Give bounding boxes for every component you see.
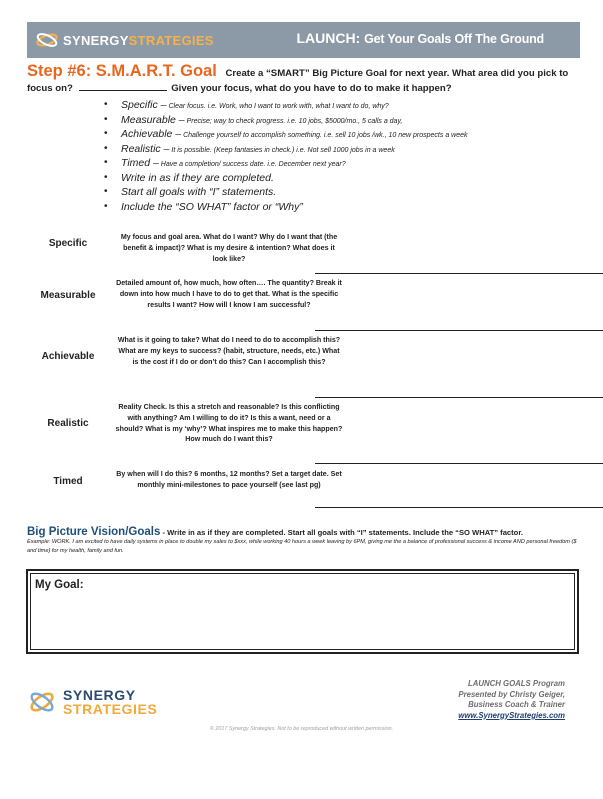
smart-note: It is possible. (Keep fantasies in check.) i.e. Not sell 1000 jobs in a week: [169, 146, 395, 154]
title-launch: LAUNCH:: [296, 30, 361, 46]
program-credits: [458, 679, 565, 721]
row-description: Reality Check. Is this a stretch and reasonable? Is this conflicting with anything? Am I willing to do it? Is this a want, need or a should? What is my ‘why’? What inspires me to make this happen? How much do I want this?: [115, 403, 343, 444]
header-bar: [27, 22, 580, 58]
row-label: Achievable: [41, 351, 95, 362]
row-label: Specific: [48, 238, 88, 249]
row-label: Timed: [53, 476, 83, 487]
credit-line: LAUNCH GOALS Program: [467, 679, 565, 688]
logo-word-strategies: STRATEGIES: [128, 32, 214, 48]
list-item: [104, 127, 574, 142]
my-goal-box[interactable]: [26, 569, 579, 654]
title-subtitle: Get Your Goals Off The Ground: [364, 32, 544, 46]
smart-term: Write in as if they are completed.: [121, 171, 274, 184]
copyright-notice: © 2017 Synergy Strategies. Not to be reproduced without written permission.: [209, 726, 394, 732]
row-label: Realistic: [47, 418, 89, 429]
step-heading: Step #6: S.M.A.R.T. Goal: [27, 62, 217, 80]
step-intro: [27, 64, 587, 96]
realistic-answer-line[interactable]: [315, 463, 603, 464]
achievable-answer-line[interactable]: [315, 397, 603, 398]
row-description: By when will I do this? 6 months, 12 months? Set a target date. Set monthly mini-milestones to pace yourself (see last pg): [116, 470, 342, 489]
smart-note: Precise; way to check progress. i.e. 10 jobs, $5000/mo., 5 calls a day,: [184, 117, 403, 125]
header-logo-text: [63, 33, 214, 48]
website-link[interactable]: www.SynergyStrategies.com: [458, 710, 565, 720]
big-picture-example: Example: WORK. I am excited to have daily systems in place to double my sales to $xxx, while working 40 hours a week leaving by 6PM, giving me the a balance of professional success & income AND personal freedom ($ and time) for my health, family and fun.: [27, 539, 577, 554]
synergy-swirl-icon: [27, 687, 57, 717]
smart-note: Challenge yourself to accomplish something. i.e. sell 10 jobs /wk., 10 new prospects a week: [181, 132, 468, 139]
row-description: Detailed amount of, how much, how often…. The quantity? Break it down into how much I have to do to get that. What is the specific results I want? How will I know I am successful?: [116, 279, 342, 309]
big-picture-section: [27, 526, 582, 556]
credit-line: Business Coach & Trainer: [468, 700, 565, 710]
synergy-swirl-icon: [35, 30, 59, 50]
list-item: [104, 98, 574, 113]
page-title: [296, 30, 544, 46]
smart-term: Start all goals with “I” statements.: [121, 186, 277, 198]
smart-term: Measurable –: [121, 113, 185, 126]
list-item: [104, 113, 574, 128]
specific-answer-line[interactable]: [315, 273, 603, 274]
credit-line: Presented by Christy Geiger,: [458, 689, 565, 699]
smart-criteria-list: [104, 98, 574, 214]
smart-term: Achievable –: [121, 128, 182, 140]
measurable-answer-line[interactable]: [315, 330, 603, 331]
footer-logo-word-strategies: STRATEGIES: [63, 701, 158, 717]
list-item: [104, 156, 574, 171]
list-item: [104, 200, 574, 215]
logo-word-synergy: SYNERGY: [63, 32, 129, 48]
footer-logo-word-synergy: SYNERGY: [63, 687, 136, 703]
my-goal-inner-border: [30, 573, 575, 650]
smart-term: Realistic –: [121, 142, 170, 155]
header-logo: [35, 30, 214, 50]
timed-answer-line[interactable]: [315, 507, 603, 508]
row-description: What is it going to take? What do I need to do to accomplish this? What are my keys to success? (habit, structure, needs, etc.) What is the cost if I do or don’t do this? Can I accomplish this?: [117, 336, 341, 366]
big-picture-heading: Big Picture Vision/Goals: [27, 526, 161, 538]
smart-term: Specific –: [121, 99, 167, 111]
my-goal-label: My Goal:: [35, 579, 84, 591]
big-picture-instructions: - Write in as if they are completed. Start all goals with “I” statements. Include the “SO WHAT” factor.: [160, 528, 523, 537]
smart-term: Include the “SO WHAT” factor or “Why”: [121, 200, 303, 213]
footer-logo: [27, 687, 157, 717]
smart-note: Have a completion/ success date. i.e. December next year?: [158, 161, 346, 168]
smart-note: Clear focus. i.e. Work, who I want to work with, what I want to do, why?: [166, 103, 389, 110]
focus-area-blank[interactable]: [79, 82, 167, 91]
list-item: [104, 142, 574, 157]
row-label: Measurable: [40, 290, 96, 301]
step-intro-followup: Given your focus, what do you have to do to make it happen?: [171, 83, 452, 94]
row-description: My focus and goal area. What do I want? Why do I want that (the benefit & impact)? What is my desire & intention? What does it look like?: [120, 233, 338, 263]
footer-logo-text: [63, 688, 157, 716]
list-item: [104, 171, 574, 186]
list-item: [104, 185, 574, 200]
smart-term: Timed –: [121, 157, 159, 169]
step-intro-question: Create a “SMART” Big Picture Goal for next year. What area did you pick to focus on?: [27, 68, 569, 94]
